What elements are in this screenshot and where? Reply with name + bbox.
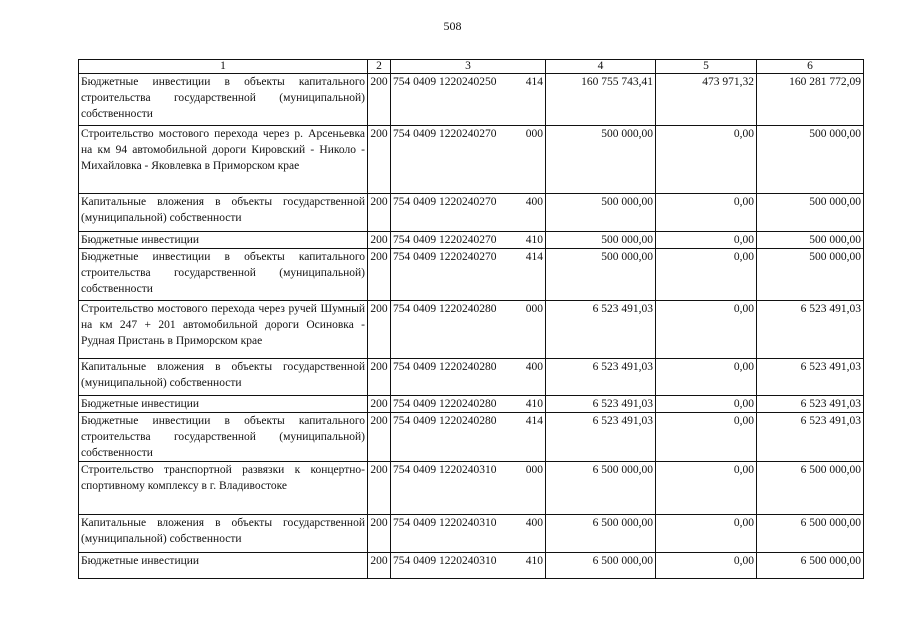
row-kind: 400 bbox=[525, 361, 543, 373]
row-ref: 200 bbox=[368, 462, 391, 515]
row-name: Бюджетные инвестиции bbox=[79, 553, 368, 579]
row-col5: 0,00 bbox=[656, 301, 757, 359]
row-kind: 410 bbox=[525, 234, 543, 246]
row-col5: 0,00 bbox=[656, 413, 757, 462]
table-row bbox=[79, 396, 864, 413]
table-row bbox=[79, 515, 864, 553]
row-col5: 0,00 bbox=[656, 194, 757, 232]
row-col4: 160 755 743,41 bbox=[546, 74, 656, 126]
row-ref: 200 bbox=[368, 553, 391, 579]
row-col5: 0,00 bbox=[656, 126, 757, 194]
row-code-cell bbox=[391, 413, 546, 462]
table-row bbox=[79, 359, 864, 396]
row-code: 754 0409 1220240310 bbox=[393, 517, 497, 529]
row-col5: 0,00 bbox=[656, 232, 757, 249]
row-col6: 500 000,00 bbox=[757, 232, 864, 249]
row-code-cell bbox=[391, 301, 546, 359]
row-code-cell bbox=[391, 396, 546, 413]
row-name: Капитальные вложения в объекты государственной (муниципальной) собственности bbox=[79, 359, 368, 396]
row-col5: 0,00 bbox=[656, 359, 757, 396]
row-name: Бюджетные инвестиции в объекты капитального строительства государственной (муниципальной) собственности bbox=[79, 249, 368, 301]
row-ref: 200 bbox=[368, 515, 391, 553]
column-header: 3 bbox=[391, 60, 546, 74]
table-row bbox=[79, 301, 864, 359]
row-col6: 6 500 000,00 bbox=[757, 553, 864, 579]
column-header: 5 bbox=[656, 60, 757, 74]
row-col4: 500 000,00 bbox=[546, 232, 656, 249]
row-col6: 500 000,00 bbox=[757, 194, 864, 232]
row-ref: 200 bbox=[368, 413, 391, 462]
row-code: 754 0409 1220240280 bbox=[393, 303, 497, 315]
table-row bbox=[79, 232, 864, 249]
row-name: Капитальные вложения в объекты государственной (муниципальной) собственности bbox=[79, 515, 368, 553]
row-kind: 414 bbox=[525, 76, 543, 88]
row-ref: 200 bbox=[368, 396, 391, 413]
row-code: 754 0409 1220240270 bbox=[393, 251, 497, 263]
row-col6: 500 000,00 bbox=[757, 249, 864, 301]
row-kind: 000 bbox=[525, 303, 543, 315]
row-name: Бюджетные инвестиции в объекты капитального строительства государственной (муниципальной) собственности bbox=[79, 413, 368, 462]
row-code-cell bbox=[391, 359, 546, 396]
table-row bbox=[79, 74, 864, 126]
row-ref: 200 bbox=[368, 74, 391, 126]
row-col5: 473 971,32 bbox=[656, 74, 757, 126]
row-col4: 6 523 491,03 bbox=[546, 301, 656, 359]
row-code: 754 0409 1220240310 bbox=[393, 464, 497, 476]
row-code-cell bbox=[391, 553, 546, 579]
row-code: 754 0409 1220240280 bbox=[393, 361, 497, 373]
row-col4: 6 500 000,00 bbox=[546, 462, 656, 515]
column-header: 1 bbox=[79, 60, 368, 74]
row-code-cell bbox=[391, 194, 546, 232]
row-kind: 400 bbox=[525, 517, 543, 529]
row-code-cell bbox=[391, 74, 546, 126]
row-code-cell bbox=[391, 462, 546, 515]
row-col5: 0,00 bbox=[656, 515, 757, 553]
row-col4: 6 500 000,00 bbox=[546, 515, 656, 553]
row-code: 754 0409 1220240250 bbox=[393, 76, 497, 88]
row-name: Капитальные вложения в объекты государственной (муниципальной) собственности bbox=[79, 194, 368, 232]
row-col6: 6 500 000,00 bbox=[757, 515, 864, 553]
row-col5: 0,00 bbox=[656, 396, 757, 413]
row-col6: 6 500 000,00 bbox=[757, 462, 864, 515]
row-name: Бюджетные инвестиции в объекты капитального строительства государственной (муниципальной) собственности bbox=[79, 74, 368, 126]
row-col5: 0,00 bbox=[656, 249, 757, 301]
table-row bbox=[79, 553, 864, 579]
row-col4: 6 523 491,03 bbox=[546, 359, 656, 396]
budget-table bbox=[78, 59, 864, 579]
row-ref: 200 bbox=[368, 249, 391, 301]
row-col6: 6 523 491,03 bbox=[757, 359, 864, 396]
row-code: 754 0409 1220240280 bbox=[393, 398, 497, 410]
row-ref: 200 bbox=[368, 359, 391, 396]
row-code: 754 0409 1220240270 bbox=[393, 128, 497, 140]
row-col4: 500 000,00 bbox=[546, 126, 656, 194]
row-col6: 500 000,00 bbox=[757, 126, 864, 194]
row-col6: 6 523 491,03 bbox=[757, 396, 864, 413]
row-name: Бюджетные инвестиции bbox=[79, 396, 368, 413]
row-col4: 6 523 491,03 bbox=[546, 413, 656, 462]
row-ref: 200 bbox=[368, 126, 391, 194]
row-name: Строительство мостового перехода через р. Арсеньевка на км 94 автомобильной дороги Кировский - Николо - Михайловка - Яковлевка в Приморском крае bbox=[79, 126, 368, 194]
row-kind: 410 bbox=[525, 398, 543, 410]
table-row bbox=[79, 413, 864, 462]
row-col6: 6 523 491,03 bbox=[757, 413, 864, 462]
row-name: Строительство транспортной развязки к концертно-спортивному комплексу в г. Владивостоке bbox=[79, 462, 368, 515]
column-header: 4 bbox=[546, 60, 656, 74]
row-ref: 200 bbox=[368, 194, 391, 232]
row-col5: 0,00 bbox=[656, 462, 757, 515]
row-code: 754 0409 1220240270 bbox=[393, 234, 497, 246]
row-code-cell bbox=[391, 232, 546, 249]
row-code-cell bbox=[391, 515, 546, 553]
row-kind: 000 bbox=[525, 128, 543, 140]
column-header: 2 bbox=[368, 60, 391, 74]
column-header: 6 bbox=[757, 60, 864, 74]
row-name: Бюджетные инвестиции bbox=[79, 232, 368, 249]
row-code-cell bbox=[391, 249, 546, 301]
page-number: 508 bbox=[443, 19, 462, 33]
row-kind: 400 bbox=[525, 196, 543, 208]
table-header-row bbox=[79, 60, 864, 74]
row-kind: 414 bbox=[525, 251, 543, 263]
table-row bbox=[79, 126, 864, 194]
row-kind: 414 bbox=[525, 415, 543, 427]
row-col4: 6 500 000,00 bbox=[546, 553, 656, 579]
row-col6: 160 281 772,09 bbox=[757, 74, 864, 126]
row-code: 754 0409 1220240270 bbox=[393, 196, 497, 208]
row-ref: 200 bbox=[368, 232, 391, 249]
row-kind: 410 bbox=[525, 555, 543, 567]
row-kind: 000 bbox=[525, 464, 543, 476]
table-row bbox=[79, 194, 864, 232]
row-col4: 6 523 491,03 bbox=[546, 396, 656, 413]
row-col5: 0,00 bbox=[656, 553, 757, 579]
row-col6: 6 523 491,03 bbox=[757, 301, 864, 359]
row-ref: 200 bbox=[368, 301, 391, 359]
row-col4: 500 000,00 bbox=[546, 249, 656, 301]
table-row bbox=[79, 462, 864, 515]
row-code-cell bbox=[391, 126, 546, 194]
row-code: 754 0409 1220240280 bbox=[393, 415, 497, 427]
row-col4: 500 000,00 bbox=[546, 194, 656, 232]
row-code: 754 0409 1220240310 bbox=[393, 555, 497, 567]
row-name: Строительство мостового перехода через ручей Шумный на км 247 + 201 автомобильной дороги Осиновка - Рудная Пристань в Приморском крае bbox=[79, 301, 368, 359]
table-row bbox=[79, 249, 864, 301]
